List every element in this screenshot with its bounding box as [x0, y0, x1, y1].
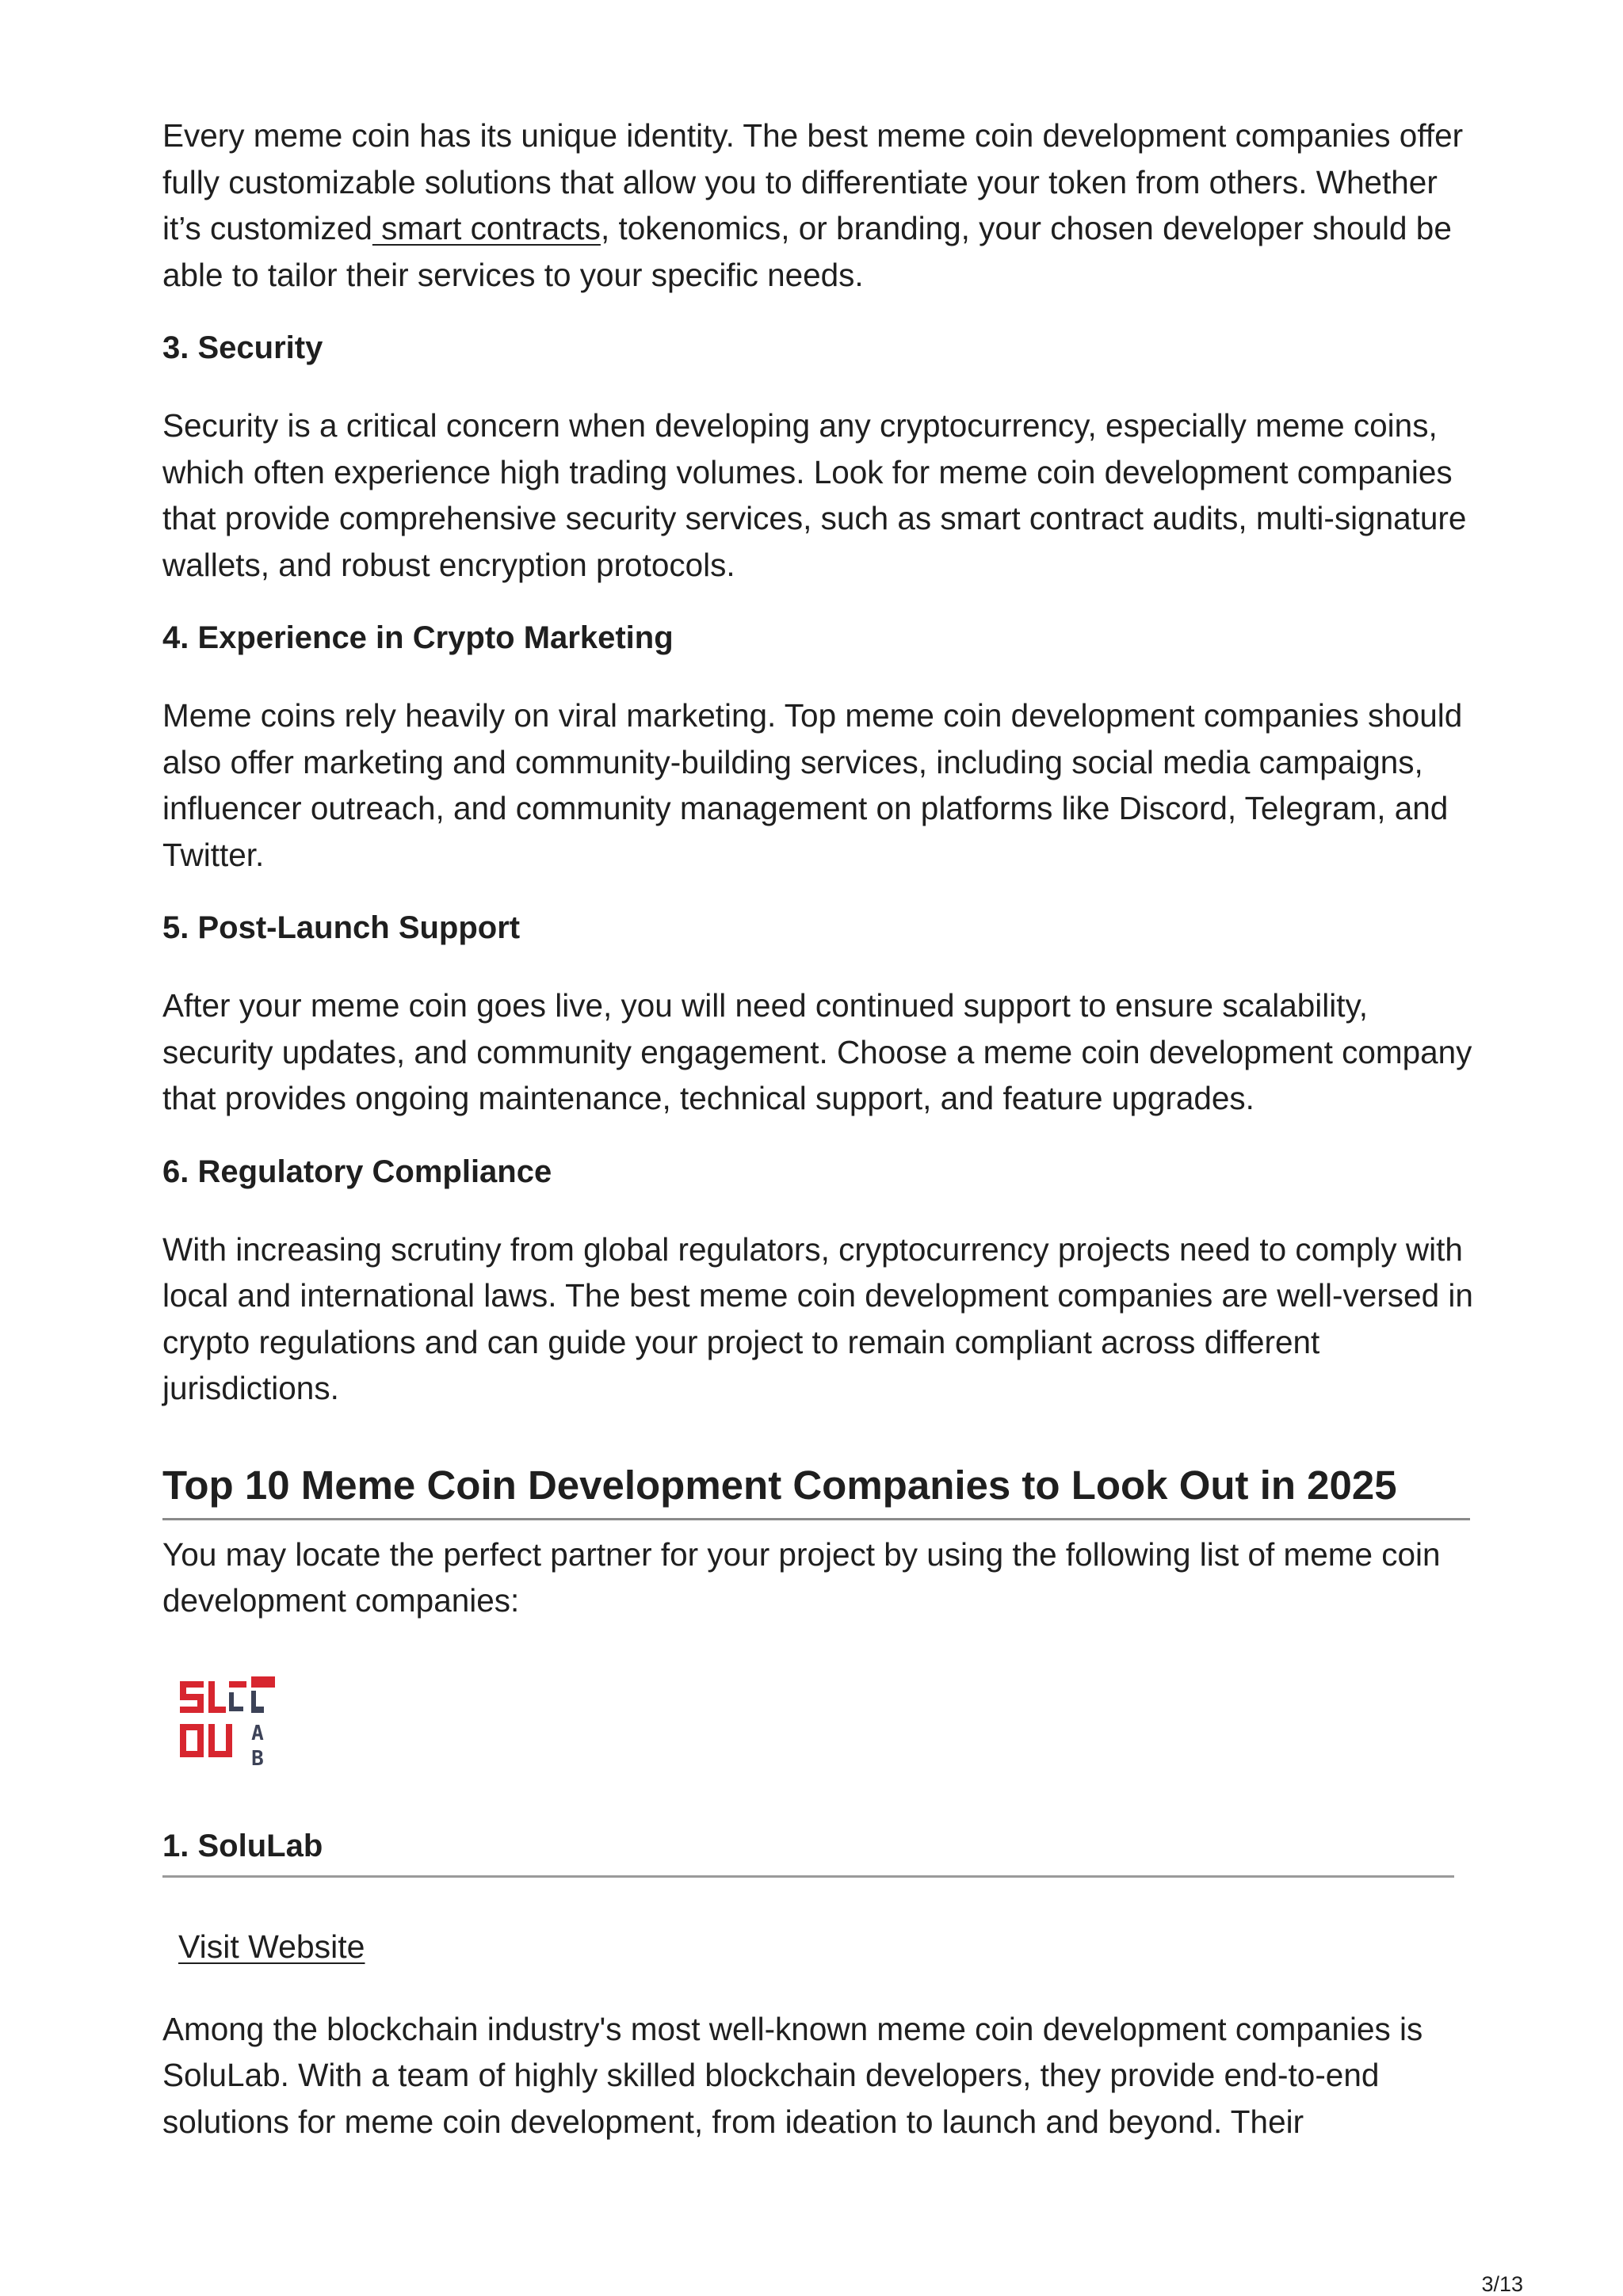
customization-paragraph: [162, 113, 1478, 298]
post-launch-paragraph: After your meme coin goes live, you will need continued support to ensure scalability, security updates, and community engagement. Choose a meme coin development company that provides ongoing maintenance, technical support, and feature upgrades.: [162, 987, 1472, 1116]
top10-intro: You may locate the perfect partner for your project by using the following list of meme coin development companies:: [162, 1535, 1441, 1619]
top10-heading: Top 10 Meme Coin Development Companies to Look Out in 2025: [162, 1458, 1470, 1520]
svg-text:B: B: [251, 1746, 264, 1771]
customization-text-start: Every meme coin has its unique identity. The best meme coin development companies offer fully customizable solutions that allow you to differentiate your token from others. Whether it’s customized: [162, 117, 1464, 246]
crypto-marketing-heading: 4. Experience in Crypto Marketing: [162, 620, 674, 655]
regulatory-heading: 6. Regulatory Compliance: [162, 1154, 552, 1189]
regulatory-paragraph: With increasing scrutiny from global regulators, cryptocurrency projects need to comply with local and international laws. The best meme coin development companies are well-versed in crypto regulations and can guide your project to remain compliant across different jurisdictions.: [162, 1230, 1473, 1406]
solulab-logo: [178, 1675, 1478, 1780]
page-number: 3/13: [1481, 2272, 1523, 2296]
document-page: [162, 113, 1478, 2145]
security-paragraph: Security is a critical concern when developing any cryptocurrency, especially meme coins, which often experience high trading volumes. Look for meme coin development companies that provide comprehensive security services, such as smart contract audits, multi-signature wallets, and robust encryption protocols.: [162, 407, 1467, 583]
smart-contracts-link[interactable]: smart contracts: [372, 210, 601, 246]
solulab-title: 1. SoluLab: [162, 1823, 1454, 1878]
svg-text:A: A: [251, 1721, 264, 1745]
solulab-description: Among the blockchain industry's most well-known meme coin development companies is SoluLab. With a team of highly skilled blockchain developers, they provide end-to-end solutions for meme coin development, from ideation to launch and beyond. Their: [162, 2010, 1423, 2140]
crypto-marketing-paragraph: Meme coins rely heavily on viral marketing. Top meme coin development companies should also offer marketing and community-building services, including social media campaigns, influencer outreach, and community management on platforms like Discord, Telegram, and Twitter.: [162, 697, 1463, 873]
post-launch-heading: 5. Post-Launch Support: [162, 910, 521, 945]
security-heading: 3. Security: [162, 330, 323, 365]
solulab-logo-image: [178, 1675, 280, 1776]
visit-website-link[interactable]: Visit Website: [178, 1928, 365, 1965]
customization-text-end: , tokenomics, or branding, your chosen developer should be able to tailor their services to your specific needs.: [162, 210, 1452, 293]
